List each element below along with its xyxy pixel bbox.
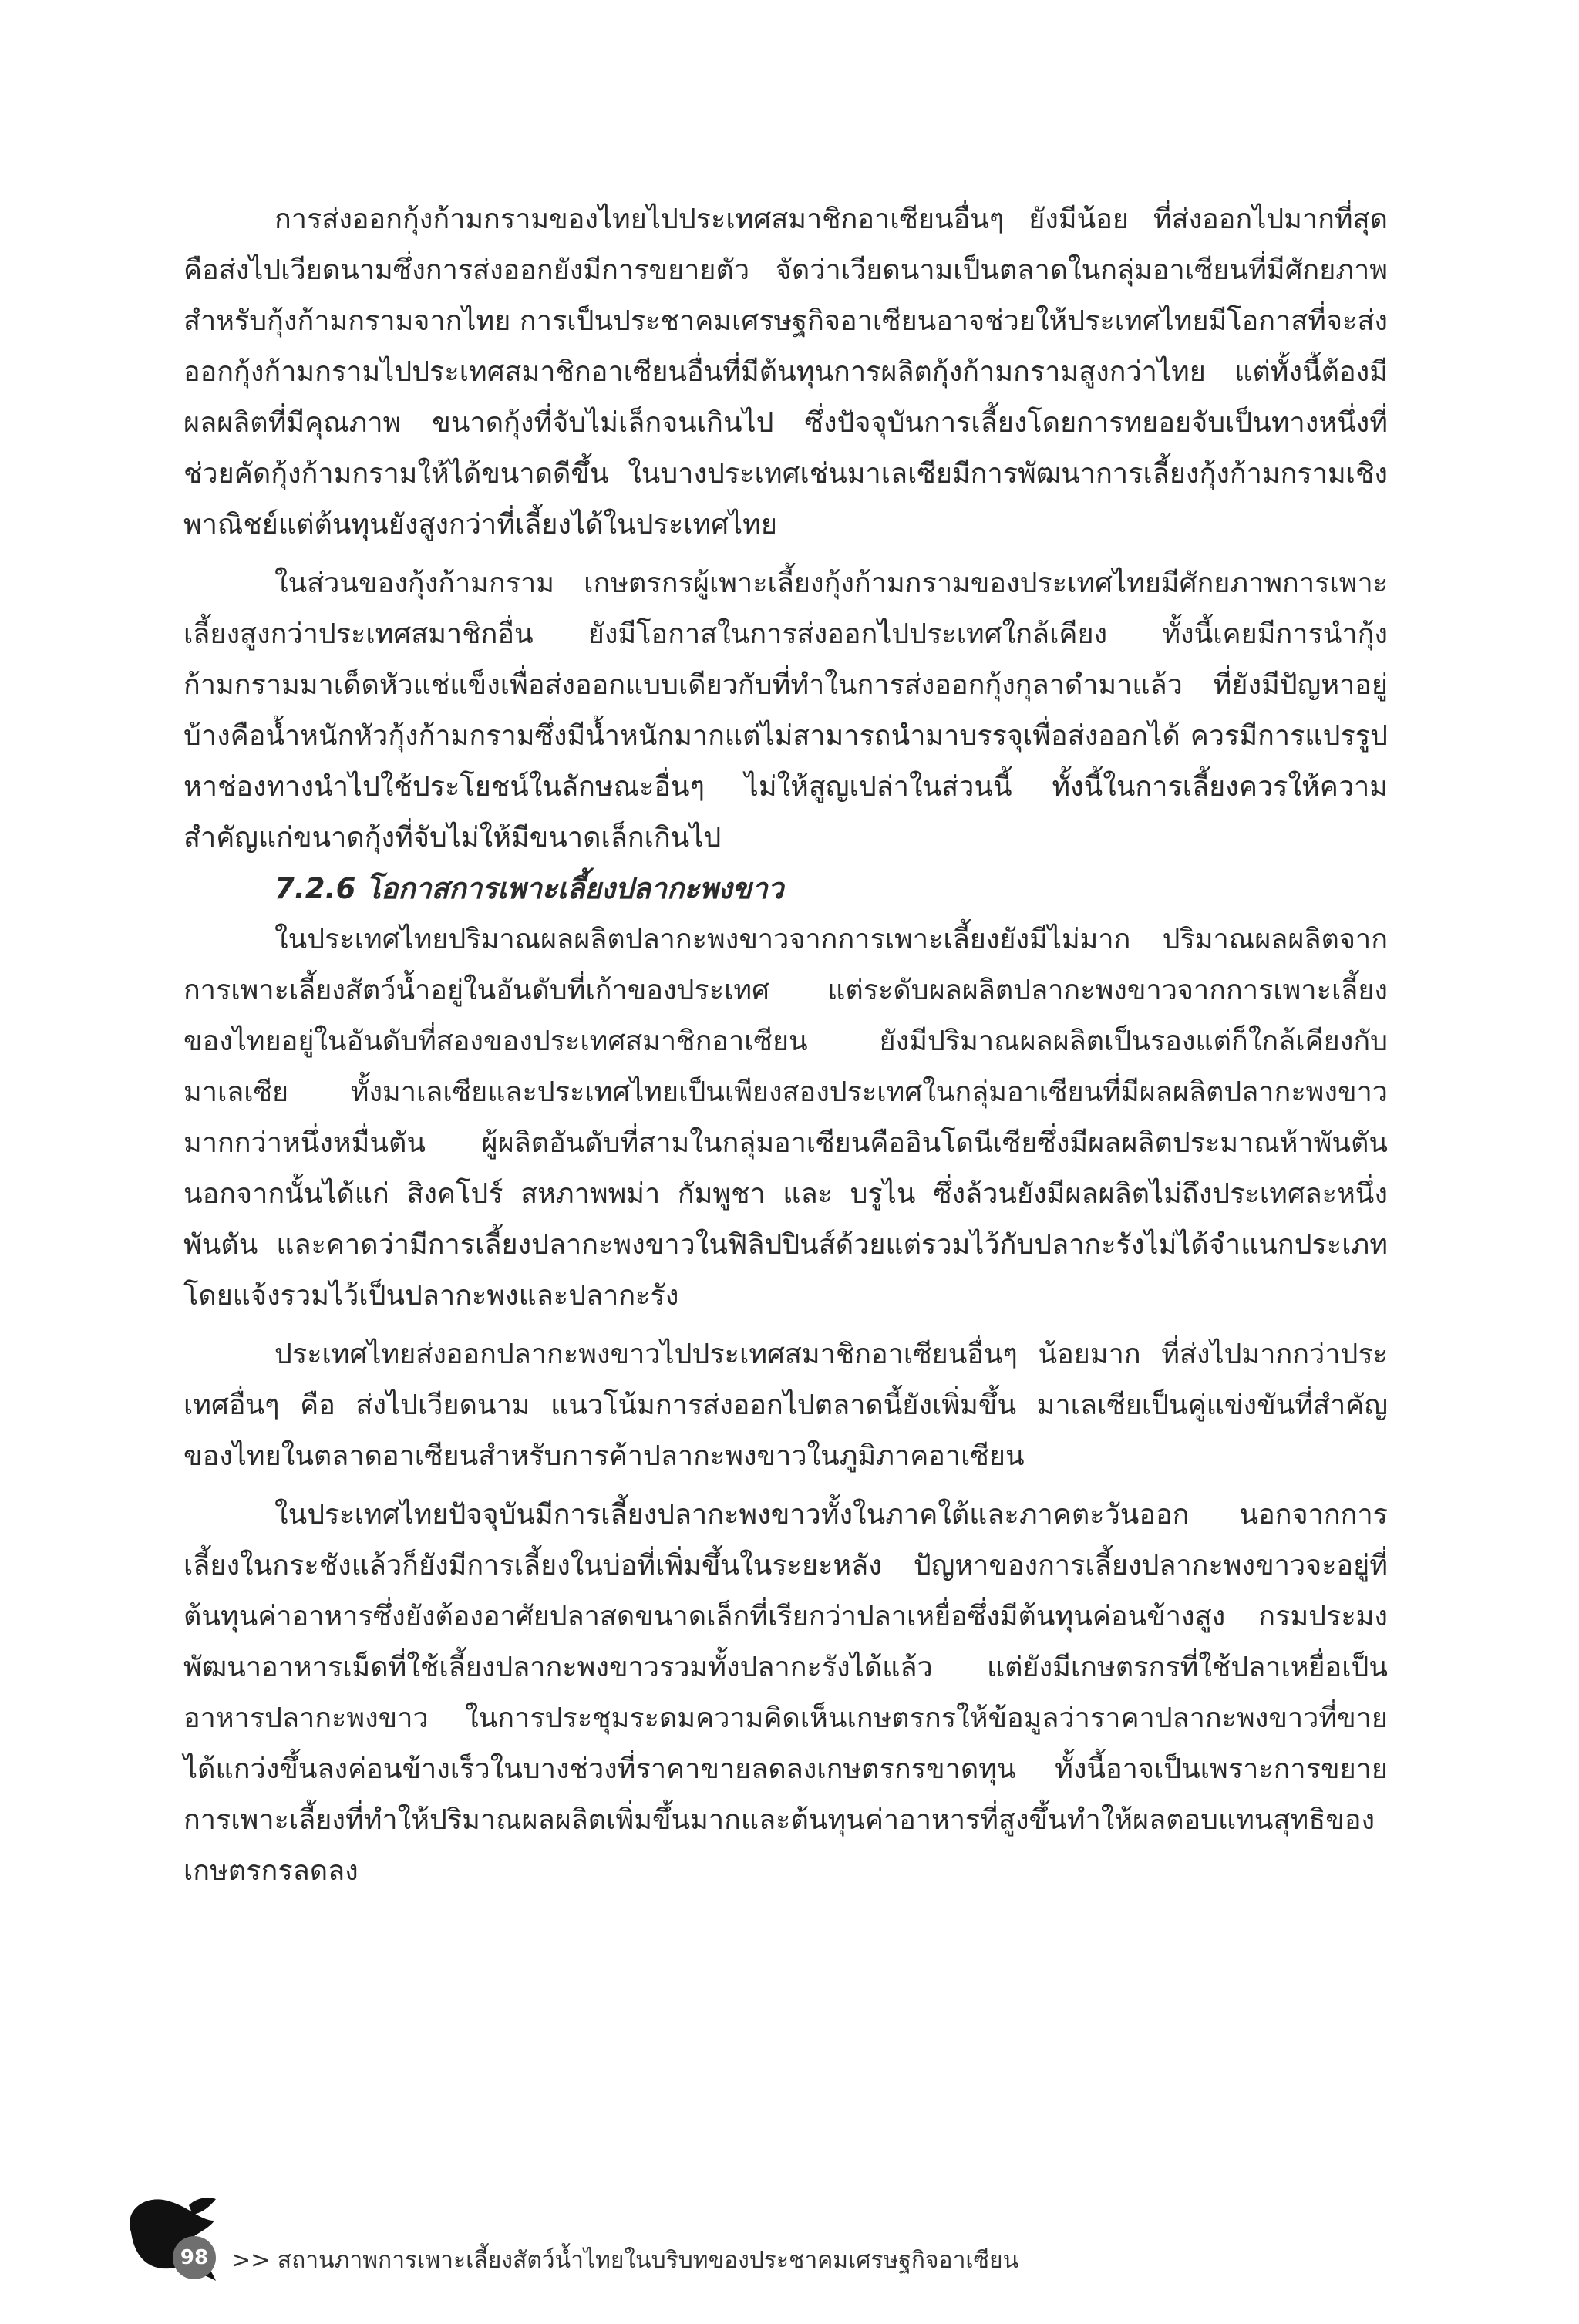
paragraph-seabass-production: ในประเทศไทยปริมาณผลผลิตปลากะพงขาวจากการเพาะเลี้ยงยังมีไม่มาก ปริมาณผลผลิตจากการเพาะเลี้ยงสัตว์น้ำอยู่ในอันดับที่เก้าของประเทศ แต่ระดับผลผลิตปลากะพงขาวจากการเพาะเลี้ยงของไทยอยู่ในอันดับที่สองของประเทศสมาชิกอาเซียน ยังมีปริมาณผลผลิตเป็นรองแต่ก็ใกล้เคียงกับมาเลเซีย ทั้งมาเลเซียและประเทศไทยเป็นเพียงสองประเทศในกลุ่มอาเซียนที่มีผลผลิตปลากะพงขาวมากกว่าหนึ่งหมื่นตัน ผู้ผลิตอันดับที่สามในกลุ่มอาเซียนคืออินโดนีเซียซึ่งมีผลผลิตประมาณห้าพันตัน นอกจากนั้นได้แก่ สิงคโปร์ สหภาพพม่า กัมพูชา และ บรูไน ซึ่งล้วนยังมีผลผลิตไม่ถึงประเทศละหนึ่งพันตัน และคาดว่ามีการเลี้ยงปลากะพงขาวในฟิลิปปินส์ด้วยแต่รวมไว้กับปลากะรังไม่ได้จำแนกประเภทโดยแจ้งรวมไว้เป็นปลากะพงและปลากะรัง xyxy=(183,924,1388,1312)
page-footer xyxy=(116,2190,1426,2290)
page-number: 98 xyxy=(180,2246,209,2269)
paragraph-seabass-export: ประเทศไทยส่งออกปลากะพงขาวไปประเทศสมาชิกอาเซียนอื่นๆ น้อยมาก ที่ส่งไปมากกว่าประเทศอื่นๆ คือ ส่งไปเวียดนาม แนวโน้มการส่งออกไปตลาดนี้ยังเพิ่มขึ้น มาเลเซียเป็นคู่แข่งขันที่สำคัญของไทยในตลาดอาเซียนสำหรับการค้าปลากะพงขาวในภูมิภาคอาเซียน xyxy=(183,1339,1388,1472)
running-title: >> สถานภาพการเพาะเลี้ยงสัตว์น้ำไทยในบริบทของประชาคมเศรษฐกิจอาเซียน xyxy=(231,2247,1019,2274)
paragraph-seabass-farming-issues: ในประเทศไทยปัจจุบันมีการเลี้ยงปลากะพงขาวทั้งในภาคใต้และภาคตะวันออก นอกจากการเลี้ยงในกระชังแล้วก็ยังมีการเลี้ยงในบ่อที่เพิ่มขึ้นในระยะหลัง ปัญหาของการเลี้ยงปลากะพงขาวจะอยู่ที่ต้นทุนค่าอาหารซึ่งยังต้องอาศัยปลาสดขนาดเล็กที่เรียกว่าปลาเหยื่อซึ่งมีต้นทุนค่อนข้างสูง กรมประมงพัฒนาอาหารเม็ดที่ใช้เลี้ยงปลากะพงขาวรวมทั้งปลากะรังได้แล้ว แต่ยังมีเกษตรกรที่ใช้ปลาเหยื่อเป็นอาหารปลากะพงขาว ในการประชุมระดมความคิดเห็นเกษตรกรให้ข้อมูลว่าราคาปลากะพงขาวที่ขายได้แกว่งขึ้นลงค่อนข้างเร็วในบางช่วงที่ราคาขายลดลงเกษตรกรขาดทุน ทั้งนี้อาจเป็นเพราะการขยายการเพาะเลี้ยงที่ทำให้ปริมาณผลผลิตเพิ่มขึ้นมากและต้นทุนค่าอาหารที่สูงขึ้นทำให้ผลตอบแทนสุทธิของเกษตรกรลดลง xyxy=(183,1499,1388,1887)
page-body xyxy=(183,194,1388,1897)
fish-silhouette-icon xyxy=(116,2190,231,2290)
paragraph-giant-prawn-potential: ในส่วนของกุ้งก้ามกราม เกษตรกรผู้เพาะเลี้ยงกุ้งก้ามกรามของประเทศไทยมีศักยภาพการเพาะเลี้ยงสูงกว่าประเทศสมาชิกอื่น ยังมีโอกาสในการส่งออกไปประเทศใกล้เคียง ทั้งนี้เคยมีการนำกุ้งก้ามกรามมาเด็ดหัวแช่แข็งเพื่อส่งออกแบบเดียวกับที่ทำในการส่งออกกุ้งกุลาดำมาแล้ว ที่ยังมีปัญหาอยู่บ้างคือน้ำหนักหัวกุ้งก้ามกรามซึ่งมีน้ำหนักมากแต่ไม่สามารถนำมาบรรจุเพื่อส่งออกได้ ควรมีการแปรรูปหาช่องทางนำไปใช้ประโยชน์ในลักษณะอื่นๆ ไม่ให้สูญเปล่าในส่วนนี้ ทั้งนี้ในการเลี้ยงควรให้ความสำคัญแก่ขนาดกุ้งที่จับไม่ให้มีขนาดเล็กเกินไป xyxy=(183,568,1388,854)
paragraph-giant-prawn-export-asean: การส่งออกกุ้งก้ามกรามของไทยไปประเทศสมาชิกอาเซียนอื่นๆ ยังมีน้อย ที่ส่งออกไปมากที่สุดคือส่งไปเวียดนามซึ่งการส่งออกยังมีการขยายตัว จัดว่าเวียดนามเป็นตลาดในกลุ่มอาเซียนที่มีศักยภาพสำหรับกุ้งก้ามกรามจากไทย การเป็นประชาคมเศรษฐกิจอาเซียนอาจช่วยให้ประเทศไทยมีโอกาสที่จะส่งออกกุ้งก้ามกรามไปประเทศสมาชิกอาเซียนอื่นที่มีต้นทุนการผลิตกุ้งก้ามกรามสูงกว่าไทย แต่ทั้งนี้ต้องมีผลผลิตที่มีคุณภาพ ขนาดกุ้งที่จับไม่เล็กจนเกินไป ซึ่งปัจจุบันการเลี้ยงโดยการทยอยจับเป็นทางหนึ่งที่ช่วยคัดกุ้งก้ามกรามให้ได้ขนาดดีขึ้น ในบางประเทศเช่นมาเลเซียมีการพัฒนาการเลี้ยงกุ้งก้ามกรามเชิงพาณิชย์แต่ต้นทุนยังสูงกว่าที่เลี้ยงได้ในประเทศไทย xyxy=(183,204,1388,541)
section-heading-7-2-6: 7.2.6 โอกาสการเพาะเลี้ยงปลากะพงขาว xyxy=(274,872,784,905)
